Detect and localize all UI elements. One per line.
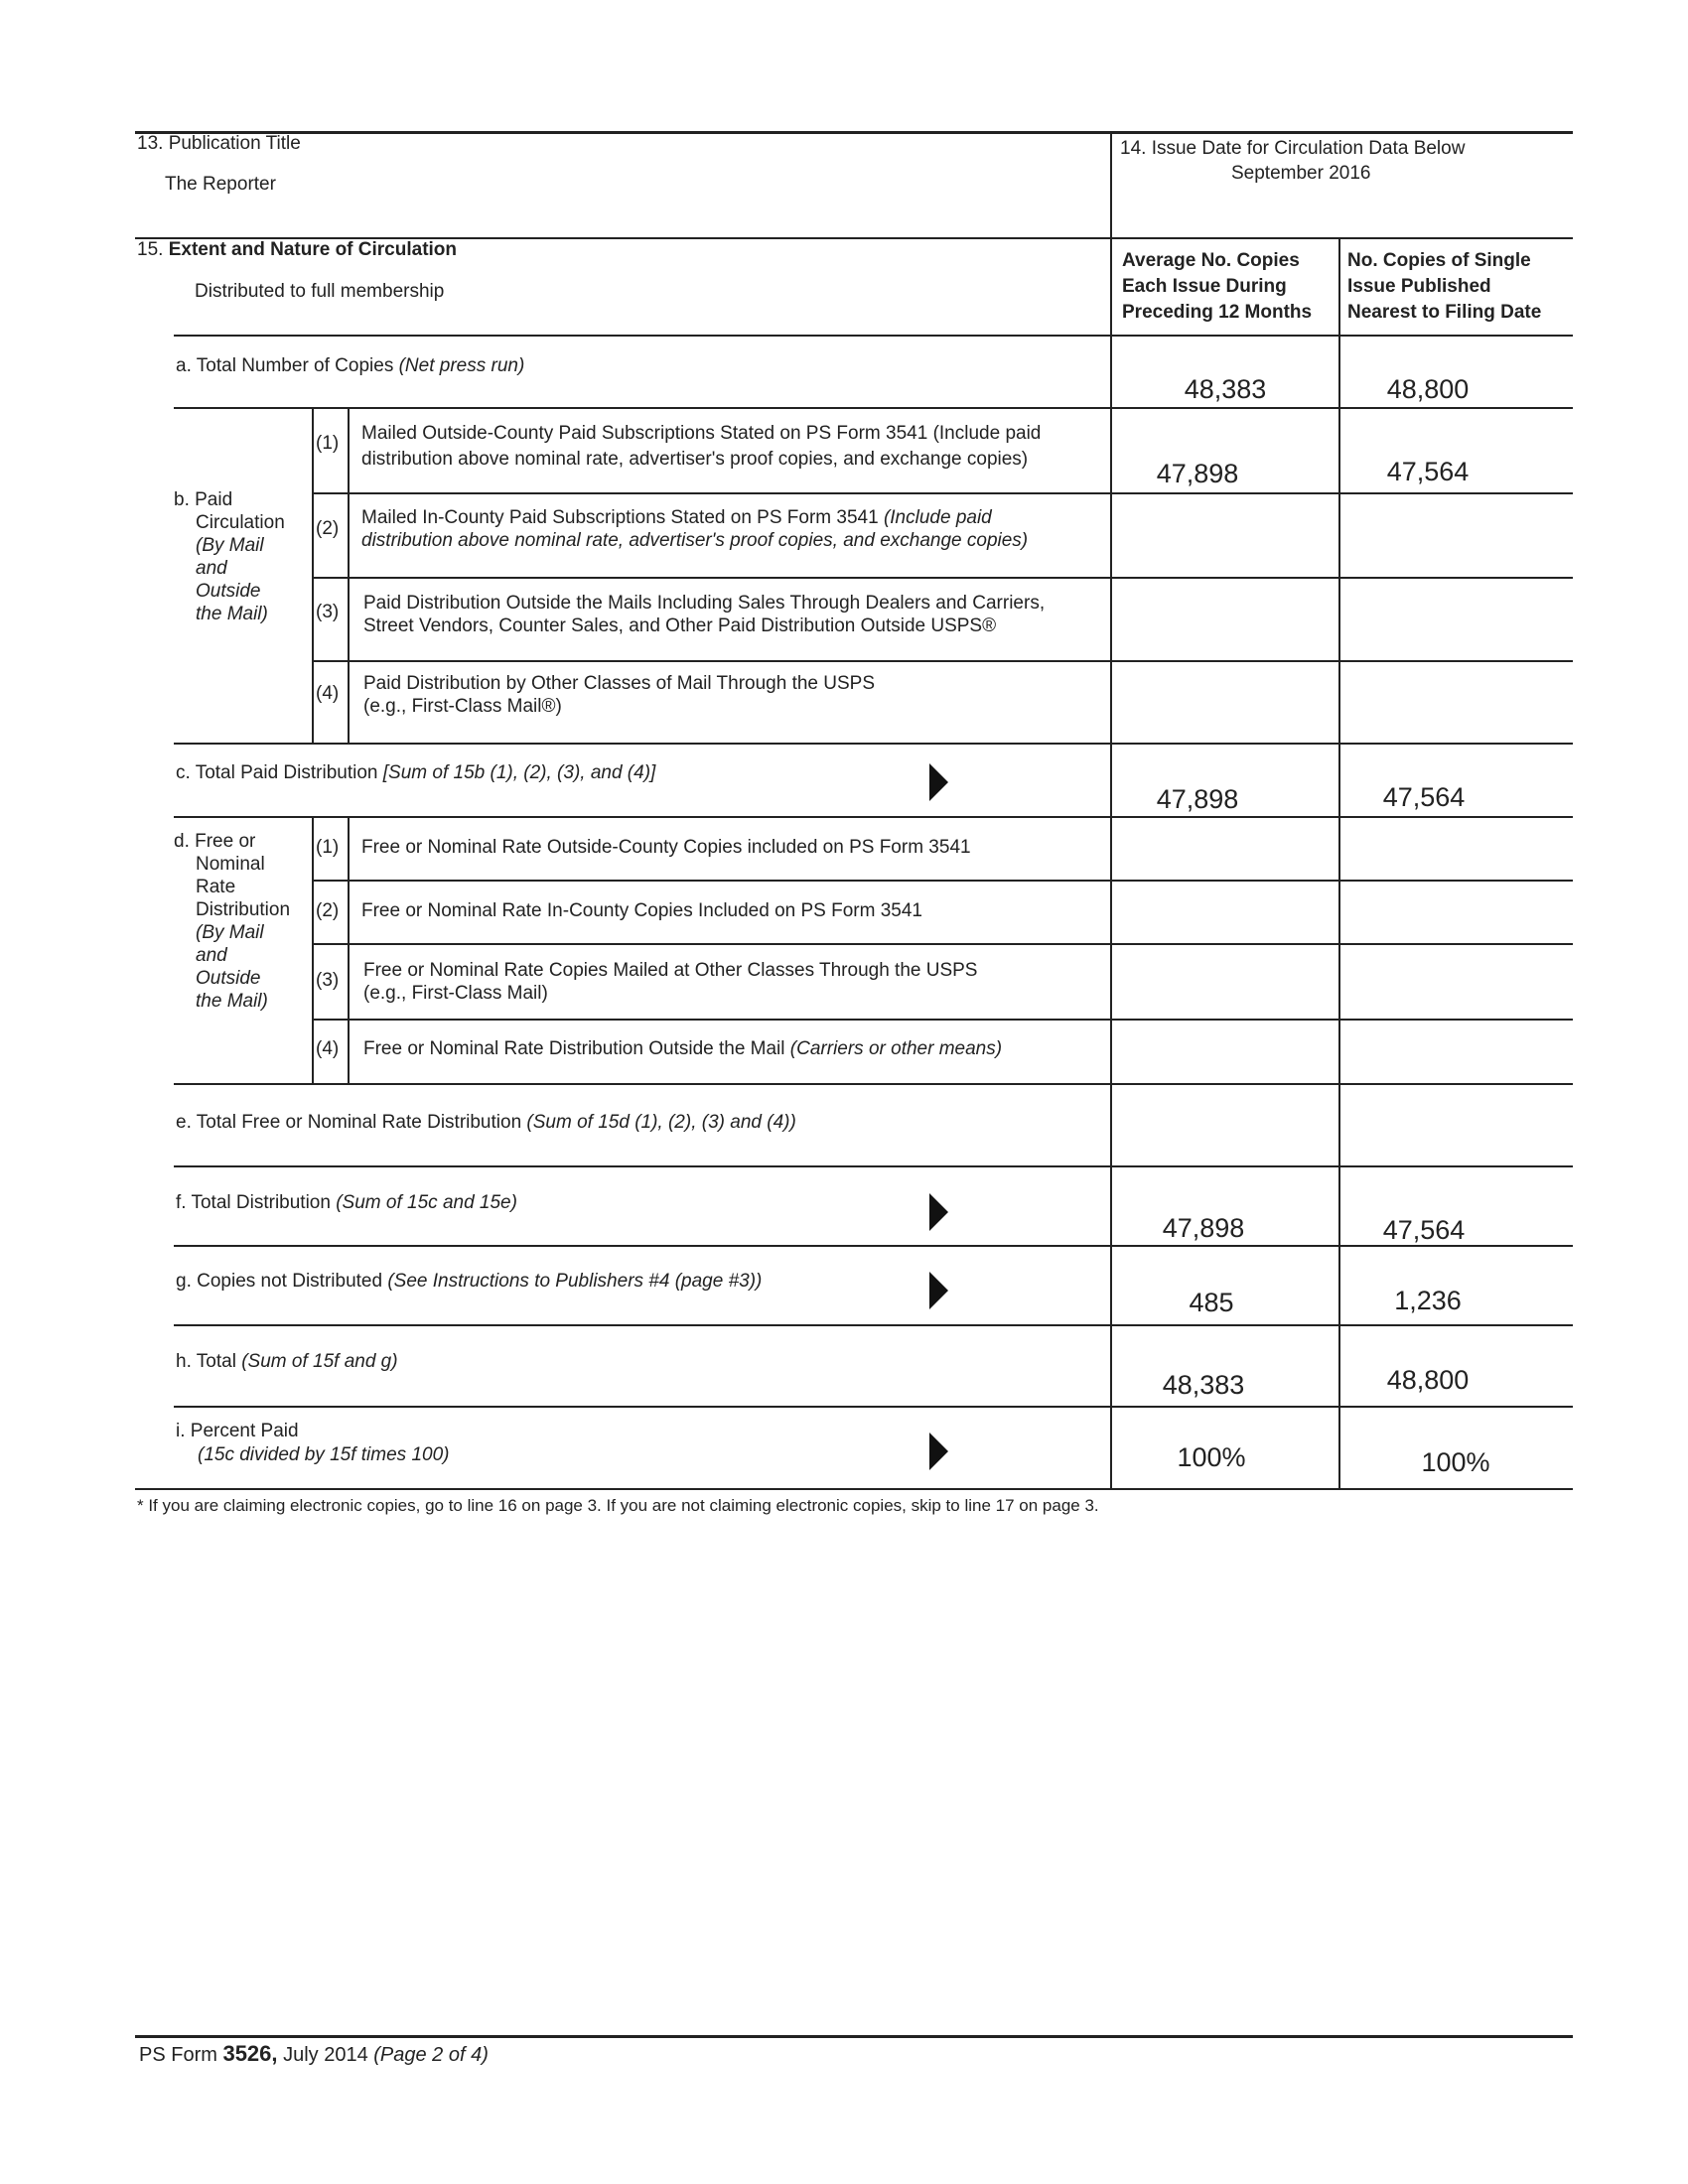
rule-after-row-c	[174, 816, 1573, 818]
row-b1-average-value: 47,898	[1156, 459, 1239, 488]
header-divider	[1110, 134, 1112, 237]
row-d4-text	[363, 1038, 1002, 1060]
row-e-label-text: e. Total Free or Nominal Rate Distribution	[176, 1112, 522, 1133]
group-b-note-line-1: (By Mail	[196, 535, 264, 556]
row-h-label	[176, 1351, 398, 1373]
row-a-note: (Net press run)	[398, 355, 525, 376]
row-c-arrow-icon	[929, 763, 948, 801]
form-footer-prefix: PS Form	[139, 2044, 223, 2066]
row-b3-text	[363, 592, 1045, 637]
row-b4-number: (4)	[316, 683, 340, 704]
electronic-copies-footnote: * If you are claiming electronic copies, go to line 16 on page 3. If you are not claiming electronic copies, skip to line 17 on page 3.	[137, 1496, 1099, 1515]
row-e-label	[176, 1112, 796, 1134]
group-d-label-line-1: d. Free or	[174, 831, 256, 852]
rule-after-row-d3	[312, 1019, 1573, 1021]
row-i-average-value: 100%	[1177, 1442, 1246, 1472]
row-f-label-text: f. Total Distribution	[176, 1192, 331, 1213]
row-a-single-value: 48,800	[1386, 374, 1470, 404]
row-b3-number: (3)	[316, 602, 340, 622]
row-d2-text: Free or Nominal Rate In-County Copies Included on PS Form 3541	[361, 900, 922, 921]
row-f-single-value: 47,564	[1382, 1215, 1466, 1245]
row-f-label	[176, 1192, 517, 1214]
row-b2-line-2: distribution above nominal rate, advertiser's proof copies, and exchange copies)	[361, 530, 1029, 551]
row-g-label	[176, 1271, 762, 1293]
column-header-single-line-2: Issue Published	[1347, 276, 1491, 297]
row-d3-text	[363, 959, 977, 1005]
rule-after-row-b3	[312, 660, 1573, 662]
row-b1-single-value: 47,564	[1386, 457, 1470, 486]
row-c-single-value: 47,564	[1382, 782, 1466, 812]
row-i-single-value: 100%	[1421, 1447, 1490, 1477]
row-f-average-value: 47,898	[1162, 1213, 1245, 1243]
row-c-label-text: c. Total Paid Distribution	[176, 762, 378, 783]
form-footer-page-note: (Page 2 of 4)	[373, 2044, 489, 2066]
row-i-arrow-icon	[929, 1433, 948, 1470]
row-d4-text-plain: Free or Nominal Rate Distribution Outside the Mail	[363, 1038, 790, 1059]
form-footer-number: 3526,	[222, 2041, 278, 2066]
row-b1-line-1: Mailed Outside-County Paid Subscriptions Stated on PS Form 3541 (Include paid	[361, 423, 1042, 444]
row-d4-number: (4)	[316, 1038, 340, 1059]
row-b1-text	[361, 421, 1041, 473]
row-i-label-text: i. Percent Paid	[176, 1421, 299, 1441]
group-b-num-left-rule	[312, 408, 314, 743]
group-d-num-right-rule	[348, 817, 350, 1083]
rule-after-row-b1	[312, 492, 1573, 494]
column-header-average-line-3: Preceding 12 Months	[1122, 302, 1313, 323]
row-b4-text	[363, 672, 875, 718]
row-b3-line-1: Paid Distribution Outside the Mails Including Sales Through Dealers and Carriers,	[363, 593, 1046, 614]
publication-title-label: 13. Publication Title	[137, 133, 301, 154]
group-b-num-right-rule	[348, 408, 350, 743]
row-b1-number: (1)	[316, 433, 340, 454]
row-b2-line-1-plain: Mailed In-County Paid Subscriptions Stated on PS Form 3541	[361, 507, 884, 528]
group-d-label-line-4: Distribution	[196, 899, 291, 920]
rule-after-row-f	[174, 1245, 1573, 1247]
row-e-note: (Sum of 15d (1), (2), (3) and (4))	[526, 1112, 796, 1133]
rule-after-row-d1	[312, 880, 1573, 882]
group-d-note-line-1: (By Mail	[196, 922, 264, 943]
row-c-label	[176, 762, 655, 784]
row-h-single-value: 48,800	[1386, 1365, 1470, 1395]
rule-after-row-a	[174, 407, 1573, 409]
group-b-label-line-1: b. Paid	[174, 489, 233, 510]
section-15-sublabel: Distributed to full membership	[195, 281, 445, 302]
group-b-label	[174, 488, 285, 625]
row-c-average-value: 47,898	[1156, 784, 1239, 814]
row-b2-line-1	[361, 506, 1028, 529]
row-i-label	[176, 1420, 449, 1467]
group-d-label-line-3: Rate	[196, 877, 236, 897]
group-d-label-line-2: Nominal	[196, 854, 265, 875]
row-g-note: (See Instructions to Publishers #4 (page #3))	[387, 1271, 763, 1292]
row-b1-line-2: distribution above nominal rate, advertiser's proof copies, and exchange copies)	[361, 449, 1029, 470]
row-f-note: (Sum of 15c and 15e)	[336, 1192, 517, 1213]
row-h-average-value: 48,383	[1162, 1370, 1245, 1400]
group-d-note-line-3: Outside	[196, 968, 261, 989]
form-footer-date: July 2014	[277, 2044, 374, 2066]
row-b4-line-2: (e.g., First-Class Mail®)	[363, 696, 562, 717]
section-15-label: Extent and Nature of Circulation	[168, 239, 458, 260]
row-a-label	[176, 355, 524, 377]
publication-title-value: The Reporter	[165, 174, 276, 195]
row-a-average-value: 48,383	[1184, 374, 1267, 404]
column-header-single	[1347, 248, 1541, 326]
row-c-note: [Sum of 15b (1), (2), (3), and (4)]	[382, 762, 656, 783]
row-h-note: (Sum of 15f and g)	[241, 1351, 398, 1372]
row-h-label-text: h. Total	[176, 1351, 236, 1372]
rule-after-row-g	[174, 1324, 1573, 1326]
rule-after-row-b2	[312, 577, 1573, 579]
group-b-label-line-2: Circulation	[196, 512, 285, 533]
section-15-number: 15.	[137, 239, 164, 260]
section-15-title	[137, 239, 457, 261]
row-b3-line-2: Street Vendors, Counter Sales, and Other Paid Distribution Outside USPS®	[363, 615, 997, 636]
group-b-note-line-2: and	[196, 558, 227, 579]
row-b2-text	[361, 506, 1028, 552]
row-b4-line-1: Paid Distribution by Other Classes of Mail Through the USPS	[363, 673, 875, 694]
row-d1-text: Free or Nominal Rate Outside-County Copies included on PS Form 3541	[361, 837, 971, 858]
column-header-average-line-2: Each Issue During	[1122, 276, 1287, 297]
column-header-average-line-1: Average No. Copies	[1122, 250, 1300, 271]
form-footer	[139, 2043, 489, 2066]
row-g-arrow-icon	[929, 1272, 948, 1309]
row-i-note: (15c divided by 15f times 100)	[198, 1444, 450, 1465]
rule-after-row-d2	[312, 943, 1573, 945]
rule-after-row-b4	[174, 743, 1573, 745]
column-header-single-line-3: Nearest to Filing Date	[1347, 302, 1542, 323]
row-d1-number: (1)	[316, 837, 340, 858]
group-d-note-line-2: and	[196, 945, 227, 966]
row-d3-line-1: Free or Nominal Rate Copies Mailed at Other Classes Through the USPS	[363, 960, 978, 981]
issue-date-value: September 2016	[1231, 163, 1371, 184]
row-g-average-value: 485	[1189, 1288, 1234, 1317]
row-d2-number: (2)	[316, 900, 340, 921]
row-g-single-value: 1,236	[1394, 1286, 1462, 1315]
footer-rule	[135, 2035, 1573, 2038]
issue-date-label: 14. Issue Date for Circulation Data Below	[1120, 138, 1466, 159]
rule-after-row-d4	[174, 1083, 1573, 1085]
row-d4-text-italic: (Carriers or other means)	[789, 1038, 1003, 1059]
row-a-label-text: a. Total Number of Copies	[176, 355, 394, 376]
row-d3-number: (3)	[316, 970, 340, 991]
group-d-note-line-4: the Mail)	[196, 991, 268, 1012]
column-header-average	[1122, 248, 1312, 326]
row-d3-line-2: (e.g., First-Class Mail)	[363, 983, 548, 1004]
top-rule	[135, 131, 1573, 134]
group-d-label	[174, 830, 290, 1013]
rule-after-row-i	[135, 1488, 1573, 1490]
row-f-arrow-icon	[929, 1193, 948, 1231]
row-b2-number: (2)	[316, 518, 340, 539]
row-b2-line-1-italic: (Include paid	[883, 507, 992, 528]
group-b-note-line-4: the Mail)	[196, 604, 268, 624]
column-header-single-line-1: No. Copies of Single	[1347, 250, 1531, 271]
group-b-note-line-3: Outside	[196, 581, 261, 602]
row-g-label-text: g. Copies not Distributed	[176, 1271, 383, 1292]
rule-after-row-h	[174, 1406, 1573, 1408]
rule-after-row-e	[174, 1165, 1573, 1167]
group-d-num-left-rule	[312, 817, 314, 1083]
rule-after-column-headers	[174, 335, 1573, 337]
